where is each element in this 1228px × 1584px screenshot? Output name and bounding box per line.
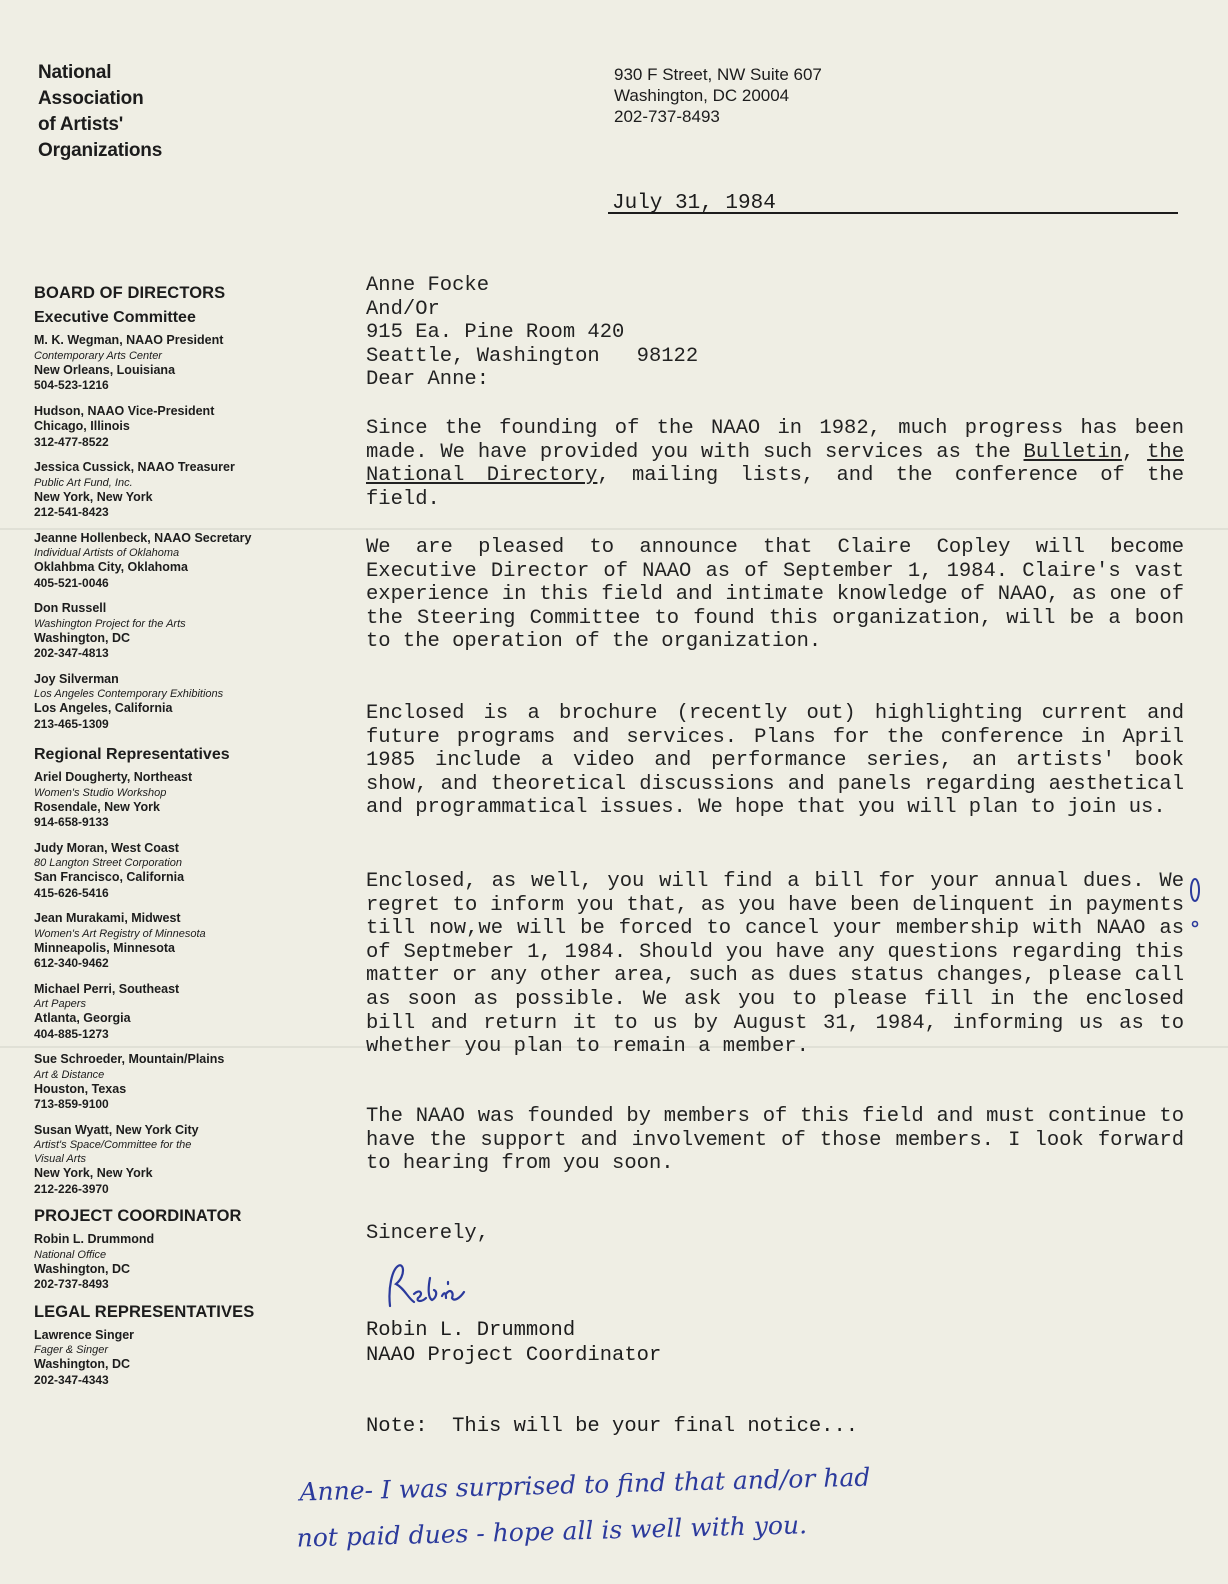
board-member (34, 672, 320, 733)
paragraph-5 (366, 1105, 1184, 1176)
member-name: Don Russell (34, 601, 107, 615)
member-city: Los Angeles, California (34, 701, 173, 715)
board-sidebar (30, 284, 320, 1398)
p1-text: Since the founding of the NAAO in 1982, much progress has been made. We have provided you with such services as the (366, 417, 1184, 464)
member-city: Atlanta, Georgia (34, 1011, 131, 1025)
board-member (34, 531, 320, 592)
member-city: Washington, DC (34, 1357, 131, 1371)
p3-text: Enclosed is a brochure (recently out) highlighting current and future programs and services. Plans for the conference in April 1985 include a video and performance series, an artists' book show, and theoretical discussions and panels regarding aesthetical and programmatical issues. We hope that you will plan to join us. (366, 702, 1184, 820)
letter-date: July 31, 1984 (612, 192, 776, 215)
member-city: Chicago, Illinois (34, 419, 130, 433)
member-name: Hudson, NAAO Vice-President (34, 403, 215, 418)
board-member (34, 460, 320, 521)
regional-rep (34, 770, 320, 831)
paragraph-2 (366, 536, 1184, 654)
member-phone: 202-347-4343 (34, 1372, 109, 1387)
handwritten-line: Anne- I was surprised to find that and/or had (299, 1462, 871, 1507)
org-line: National (38, 62, 112, 83)
member-org: Individual Artists of Oklahoma (34, 547, 180, 559)
member-name: Jeanne Hollenbeck, NAAO Secretary (34, 530, 252, 545)
p5-text: The NAAO was founded by members of this field and must continue to have the support and involvement of those members. I look forward to hearing from you soon. (366, 1105, 1184, 1176)
member-city: Washington, DC (34, 1261, 131, 1276)
member-org: Art Papers (34, 998, 86, 1010)
member-city: New York, New York (34, 489, 153, 504)
member-org: Los Angeles Contemporary Exhibitions (34, 688, 224, 700)
member-name: Ariel Dougherty, Northeast (34, 770, 193, 784)
board-member (34, 333, 320, 394)
handwritten-note (296, 1455, 872, 1562)
member-name: Robin L. Drummond (34, 1232, 155, 1246)
recipient-org: And/Or (366, 297, 440, 321)
member-org: National Office (34, 1248, 107, 1261)
directory-title: the National Directory (366, 440, 1184, 488)
regional-rep (34, 982, 320, 1043)
member-name: Jessica Cussick, NAAO Treasurer (34, 460, 235, 474)
member-city: Houston, Texas (34, 1081, 127, 1096)
address-city: Washington, DC 20004 (614, 86, 790, 105)
board-heading: BOARD OF DIRECTORS (34, 284, 226, 302)
recipient-name: Anne Focke (366, 274, 490, 297)
member-org: Public Art Fund, Inc. (34, 476, 133, 489)
member-city: Minneapolis, Minnesota (34, 940, 175, 955)
member-name: Lawrence Singer (34, 1327, 135, 1342)
member-name: M. K. Wegman, NAAO President (34, 333, 224, 347)
coordinator-heading: PROJECT COORDINATOR (34, 1207, 242, 1225)
signer-title: NAAO Project Coordinator (366, 1344, 662, 1367)
final-notice: Note: This will be your final notice... (366, 1415, 859, 1438)
org-line: of Artists' (38, 114, 124, 135)
regional-rep (34, 1123, 320, 1198)
legal-representative (34, 1328, 320, 1389)
bulletin-title: Bulletin (1023, 440, 1122, 464)
member-phone: 213-465-1309 (34, 716, 109, 731)
member-phone: 415-626-5416 (34, 885, 109, 900)
member-org: Art & Distance (34, 1068, 105, 1081)
member-phone: 202-737-8493 (34, 1277, 109, 1291)
member-city: Rosendale, New York (34, 799, 160, 814)
date-rule (608, 212, 1178, 214)
recipient-city: Seattle, Washington 98122 (366, 344, 699, 368)
signer-block (366, 1318, 661, 1368)
member-name: Jean Murakami, Midwest (34, 911, 181, 925)
regional-rep (34, 1052, 320, 1113)
project-coordinator (34, 1232, 320, 1293)
member-org: Women's Art Registry of Minnesota (34, 927, 206, 940)
member-org: Artist's Space/Committee for the Visual Arts (34, 1139, 192, 1165)
member-org: Women's Studio Workshop (34, 786, 167, 799)
member-org: Contemporary Arts Center (34, 349, 162, 362)
regional-rep (34, 841, 320, 902)
closing: Sincerely, (366, 1222, 490, 1245)
member-phone: 504-523-1216 (34, 378, 109, 392)
member-phone: 212-541-8423 (34, 505, 109, 519)
regional-rep (34, 911, 320, 972)
organization-name (38, 60, 162, 164)
member-phone: 914-658-9133 (34, 815, 109, 829)
handwritten-signature (380, 1258, 490, 1318)
member-city: San Francisco, California (34, 870, 185, 884)
p2-text: We are pleased to announce that Claire Copley will become Executive Director of NAAO as of September 1, 1984. Claire's vast experience in this field and intimate knowledge of NAAO, as one of the Steering Committee to found this organization, will be a boon to the operation of the organization. (366, 536, 1184, 654)
org-line: Association (38, 88, 144, 109)
margin-mark (1185, 876, 1207, 936)
letterhead-address (614, 64, 822, 127)
member-org: Fager & Singer (34, 1344, 108, 1356)
member-phone: 713-859-9100 (34, 1097, 109, 1111)
member-phone: 405-521-0046 (34, 575, 109, 590)
member-name: Judy Moran, West Coast (34, 840, 179, 855)
member-name: Susan Wyatt, New York City (34, 1122, 199, 1137)
recipient-block (366, 274, 1184, 392)
paragraph-1 (366, 417, 1184, 511)
member-name: Michael Perri, Southeast (34, 981, 180, 996)
board-member (34, 601, 320, 662)
member-phone: 212-226-3970 (34, 1181, 109, 1196)
signer-name: Robin L. Drummond (366, 1319, 576, 1342)
member-phone: 404-885-1273 (34, 1026, 109, 1041)
member-org: 80 Langton Street Corporation (34, 857, 182, 869)
p4-text: Enclosed, as well, you will find a bill for your annual dues. We regret to inform you that, as you have been delinquent in payments till now,we will be forced to cancel your membership with NAAO as of Septmeber 1, 1984. Should you have any questions regarding this matter or any other area, such as dues status changes, please call as soon as possible. We ask you to please fill in the enclosed bill and return it to us by August 31, 1984, informing us as to whether you plan to remain a member. (366, 870, 1184, 1059)
member-city: New York, New York (34, 1166, 153, 1180)
member-phone: 202-347-4813 (34, 646, 109, 660)
legal-heading: LEGAL REPRESENTATIVES (34, 1302, 255, 1321)
org-line: Organizations (38, 140, 163, 161)
member-org: Washington Project for the Arts (34, 617, 186, 630)
member-name: Joy Silverman (34, 671, 119, 686)
regional-heading: Regional Representatives (34, 746, 230, 763)
board-member (34, 404, 320, 451)
recipient-street: 915 Ea. Pine Room 420 (366, 321, 625, 345)
member-phone: 312-477-8522 (34, 434, 109, 449)
p1-text: , mailing lists, and the conference of the field. (366, 464, 1184, 511)
paragraph-3 (366, 702, 1184, 820)
member-city: New Orleans, Louisiana (34, 362, 176, 377)
p1-text: , (1121, 440, 1148, 464)
member-name: Sue Schroeder, Mountain/Plains (34, 1052, 225, 1066)
member-phone: 612-340-9462 (34, 956, 109, 970)
member-city: Oklahbma City, Oklahoma (34, 560, 188, 574)
member-city: Washington, DC (34, 630, 131, 645)
salutation: Dear Anne: (366, 368, 490, 392)
exec-committee-heading: Executive Committee (34, 309, 196, 326)
address-phone: 202-737-8493 (614, 107, 720, 126)
paragraph-4 (366, 870, 1184, 1059)
address-street: 930 F Street, NW Suite 607 (614, 65, 822, 84)
handwritten-line: not paid dues - hope all is well with you. (296, 1510, 808, 1553)
